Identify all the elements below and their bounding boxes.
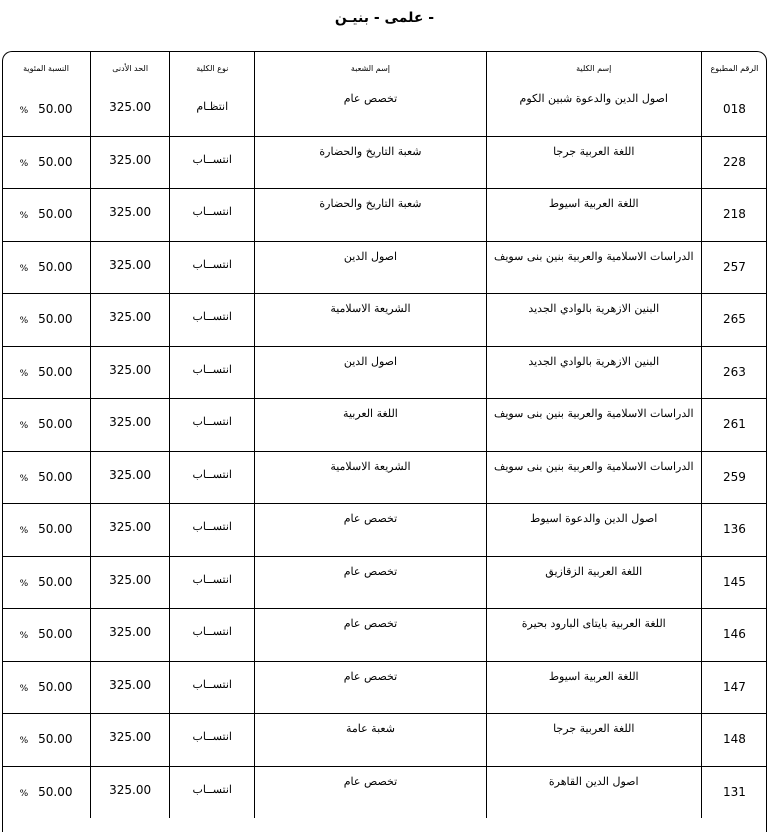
cell-branch-name (255, 84, 486, 136)
cell-branch-name (255, 399, 486, 452)
cell-percentage (2, 661, 91, 714)
percent-sign: % (19, 368, 29, 379)
printed-number-value: 148 (722, 732, 746, 746)
cell-college-name (486, 189, 701, 242)
college-type-value: انتســاب (192, 625, 232, 638)
branch-name-value: تخصص عام (343, 512, 398, 525)
percentage-wrap (2, 662, 90, 694)
table-row (2, 766, 767, 818)
cell-printed-number (701, 189, 767, 242)
college-type-value: انتســاب (192, 520, 232, 533)
percentage-wrap (2, 399, 90, 431)
cell-percentage (2, 504, 91, 557)
table-row (2, 661, 767, 714)
branch-name-value: اصول الدين (343, 354, 398, 368)
cell-college-type (170, 399, 255, 452)
percent-sign: % (19, 263, 29, 274)
cell-branch-name (255, 346, 486, 399)
college-type-value: انتســاب (192, 730, 232, 743)
cell-printed-number (701, 556, 767, 609)
college-name-value: اصول الدين والدعوة شبين الكوم (519, 92, 668, 105)
college-type-value: انتســاب (192, 310, 232, 323)
college-type-value: انتســاب (192, 467, 232, 481)
college-type-value: انتظـام (196, 100, 229, 113)
percent-sign: % (19, 631, 29, 641)
cell-college-name (486, 714, 701, 767)
table-row (2, 294, 767, 347)
minimum-value: 325.00 (109, 572, 152, 587)
cell-college-name (486, 399, 701, 452)
branch-name-value: الشريعة الاسلامية (330, 459, 411, 473)
cell-college-type (170, 84, 255, 136)
branch-name-value: شعبة التاريخ والحضارة (319, 197, 422, 210)
percentage-value: 50.00 (38, 522, 73, 536)
printed-number-value: 261 (722, 417, 746, 431)
cell-college-type (170, 136, 255, 189)
cell-college-name (486, 84, 701, 136)
cell-branch-name (255, 766, 486, 818)
branch-name-value: تخصص عام (343, 617, 398, 630)
percentage-value: 50.00 (38, 312, 73, 326)
cell-minimum (91, 714, 170, 767)
printed-number-value: 145 (722, 574, 746, 589)
percentage-value: 50.00 (38, 469, 73, 484)
percent-sign: % (19, 106, 29, 116)
college-name-value: اصول الدين والدعوة اسيوط (530, 512, 658, 525)
cell-college-type (170, 609, 255, 662)
cell-college-name (486, 609, 701, 662)
cell-printed-number (701, 451, 767, 504)
college-name-value: اصول الدين القاهرة (548, 774, 639, 788)
printed-number-value: 131 (722, 784, 746, 799)
branch-name-value: تخصص عام (343, 92, 398, 105)
college-name-value: اللغة العربية جرجا (553, 722, 635, 735)
header-college-type: نوع الكلية (170, 52, 255, 84)
percentage-wrap (2, 609, 90, 641)
college-type-value: انتســاب (192, 205, 232, 218)
cell-printed-number (701, 504, 767, 557)
minimum-value: 325.00 (109, 730, 152, 744)
cell-percentage (2, 84, 91, 136)
cell-college-type (170, 661, 255, 714)
cell-branch-name (255, 136, 486, 189)
cell-printed-number (701, 766, 767, 818)
college-name-value: البنين الازهرية بالوادي الجديد (528, 302, 660, 315)
cell-college-name (486, 451, 701, 504)
cell-minimum (91, 84, 170, 136)
cell-minimum (91, 189, 170, 242)
percentage-wrap (2, 242, 90, 274)
printed-number-value: 136 (722, 522, 746, 536)
percentage-wrap (2, 189, 90, 221)
cell-college-type (170, 294, 255, 347)
percentage-value: 50.00 (38, 732, 73, 746)
printed-number-value: 018 (722, 102, 746, 116)
cell-minimum (91, 451, 170, 504)
cell-college-type (170, 189, 255, 242)
cell-branch-name (255, 451, 486, 504)
college-name-value: اللغة العربية جرجا (553, 144, 635, 158)
minimum-value: 325.00 (109, 782, 152, 797)
percentage-value: 50.00 (38, 784, 73, 799)
cell-minimum (91, 766, 170, 818)
minimum-value: 325.00 (109, 415, 152, 429)
printed-number-value: 218 (722, 207, 746, 221)
cell-college-name (486, 661, 701, 714)
printed-number-value: 265 (722, 312, 746, 326)
cell-minimum (91, 661, 170, 714)
cell-minimum (91, 609, 170, 662)
percentage-value: 50.00 (38, 417, 73, 431)
cell-minimum (91, 346, 170, 399)
percentage-wrap (2, 347, 90, 379)
percentage-value: 50.00 (38, 154, 73, 169)
cell-college-name (486, 294, 701, 347)
branch-name-value: تخصص عام (343, 564, 398, 578)
college-name-value: اللغة العربية الزقازيق (545, 564, 643, 578)
cell-college-type (170, 241, 255, 294)
percent-sign: % (19, 158, 29, 169)
percentage-wrap (2, 452, 90, 484)
table-row (2, 136, 767, 189)
branch-name-value: تخصص عام (343, 669, 398, 683)
college-type-value: انتســاب (192, 415, 232, 428)
table-body (2, 84, 767, 818)
page-title: - علمى - بنيـن (334, 10, 435, 26)
cell-college-type (170, 504, 255, 557)
percentage-value: 50.00 (38, 574, 73, 589)
minimum-value: 325.00 (109, 310, 152, 324)
header-percentage: النسبة المئوية (2, 52, 91, 84)
percentage-wrap (2, 767, 90, 799)
cell-printed-number (701, 346, 767, 399)
cell-branch-name (255, 609, 486, 662)
table-row (2, 504, 767, 557)
percent-sign: % (19, 473, 29, 484)
percentage-value: 50.00 (38, 679, 73, 694)
cell-branch-name (255, 714, 486, 767)
cell-minimum (91, 504, 170, 557)
college-name-value: اللغة العربية اسيوط (548, 197, 639, 210)
cell-percentage (2, 609, 91, 662)
cell-printed-number (701, 241, 767, 294)
cell-printed-number (701, 399, 767, 452)
minimum-value: 325.00 (109, 677, 152, 692)
percentage-wrap (2, 294, 90, 326)
percent-sign: % (19, 683, 29, 694)
cell-printed-number (701, 136, 767, 189)
cell-college-name (486, 766, 701, 818)
minimum-value: 325.00 (109, 100, 152, 114)
cell-percentage (2, 189, 91, 242)
minimum-value: 325.00 (109, 362, 152, 377)
cell-minimum (91, 136, 170, 189)
cell-college-name (486, 136, 701, 189)
college-name-value: الدراسات الاسلامية والعربية بنين بنى سويف (493, 407, 694, 420)
cell-minimum (91, 241, 170, 294)
header-minimum: الحد الأدنى (91, 52, 170, 84)
cell-printed-number (701, 294, 767, 347)
college-type-value: انتســاب (192, 572, 232, 586)
printed-number-value: 259 (722, 469, 746, 484)
percentage-wrap (2, 714, 90, 746)
cell-college-name (486, 346, 701, 399)
branch-name-value: تخصص عام (343, 774, 398, 788)
cell-percentage (2, 714, 91, 767)
branch-name-value: الشريعة الاسلامية (330, 302, 411, 315)
cell-minimum (91, 399, 170, 452)
cell-minimum (91, 294, 170, 347)
minimum-value: 325.00 (109, 152, 152, 167)
printed-number-value: 147 (722, 679, 746, 694)
cell-college-name (486, 556, 701, 609)
minimum-value: 325.00 (109, 520, 152, 534)
cell-college-type (170, 451, 255, 504)
table-header-row (2, 52, 767, 84)
printed-number-value: 146 (722, 627, 746, 641)
college-type-value: انتســاب (192, 152, 232, 166)
minimum-value: 325.00 (109, 257, 152, 272)
college-type-value: انتســاب (192, 257, 232, 271)
cell-printed-number (701, 84, 767, 136)
college-name-value: الدراسات الاسلامية والعربية بنين بنى سويف (493, 249, 694, 263)
table-row (2, 84, 767, 136)
header-branch-name: إسم الشعبة (255, 52, 486, 84)
minimum-value: 325.00 (109, 467, 152, 482)
table-row (2, 556, 767, 609)
percent-sign: % (19, 736, 29, 746)
college-name-value: الدراسات الاسلامية والعربية بنين بنى سويف (493, 459, 694, 473)
cell-minimum (91, 556, 170, 609)
percent-sign: % (19, 526, 29, 536)
cell-branch-name (255, 556, 486, 609)
college-name-value: البنين الازهرية بالوادي الجديد (528, 354, 660, 368)
table-row (2, 714, 767, 767)
cell-branch-name (255, 504, 486, 557)
percentage-value: 50.00 (38, 207, 73, 221)
percent-sign: % (19, 316, 29, 326)
cell-branch-name (255, 189, 486, 242)
cell-college-type (170, 346, 255, 399)
cell-printed-number (701, 714, 767, 767)
table-row (2, 451, 767, 504)
percent-sign: % (19, 211, 29, 221)
cell-college-type (170, 766, 255, 818)
printed-number-value: 257 (722, 259, 746, 274)
cell-branch-name (255, 661, 486, 714)
branch-name-value: اللغة العربية (343, 407, 398, 420)
branch-name-value: شعبة عامة (345, 722, 395, 735)
cell-printed-number (701, 609, 767, 662)
cell-college-name (486, 504, 701, 557)
percentage-wrap (2, 504, 90, 536)
cell-college-name (486, 241, 701, 294)
cell-percentage (2, 399, 91, 452)
cell-printed-number (701, 661, 767, 714)
percentage-value: 50.00 (38, 259, 73, 274)
printed-number-value: 228 (722, 154, 746, 169)
branch-name-value: شعبة التاريخ والحضارة (319, 144, 422, 158)
table-row (2, 399, 767, 452)
header-printed-number: الرقم المطبوع (710, 63, 759, 73)
percentage-value: 50.00 (38, 102, 73, 116)
college-name-value: اللغة العربية اسيوط (548, 669, 639, 683)
percentage-value: 50.00 (38, 627, 73, 641)
cell-percentage (2, 294, 91, 347)
table-row (2, 241, 767, 294)
percent-sign: % (19, 578, 29, 589)
percentage-value: 50.00 (38, 364, 73, 379)
table-row (2, 189, 767, 242)
cell-college-type (170, 714, 255, 767)
table-row (2, 609, 767, 662)
minimum-value: 325.00 (109, 205, 152, 219)
cell-percentage (2, 556, 91, 609)
college-name-value: اللغة العربية بايتاى البارود بحيرة (521, 617, 666, 630)
percentage-wrap (2, 84, 90, 116)
college-type-value: انتســاب (192, 782, 232, 796)
cell-branch-name (255, 241, 486, 294)
college-type-value: انتســاب (192, 362, 232, 376)
cell-percentage (2, 451, 91, 504)
cell-college-type (170, 556, 255, 609)
printed-number-value: 263 (722, 364, 746, 379)
college-type-value: انتســاب (192, 677, 232, 691)
cell-percentage (2, 346, 91, 399)
cell-percentage (2, 241, 91, 294)
percent-sign: % (19, 421, 29, 431)
percentage-wrap (2, 137, 90, 169)
cell-percentage (2, 766, 91, 818)
header-college-name: إسم الكلية (486, 52, 701, 84)
minimum-value: 325.00 (109, 625, 152, 639)
percentage-wrap (2, 557, 90, 589)
results-table (2, 52, 767, 818)
cell-branch-name (255, 294, 486, 347)
cell-percentage (2, 136, 91, 189)
branch-name-value: اصول الدين (343, 249, 398, 263)
percent-sign: % (19, 788, 29, 799)
table-row (2, 346, 767, 399)
